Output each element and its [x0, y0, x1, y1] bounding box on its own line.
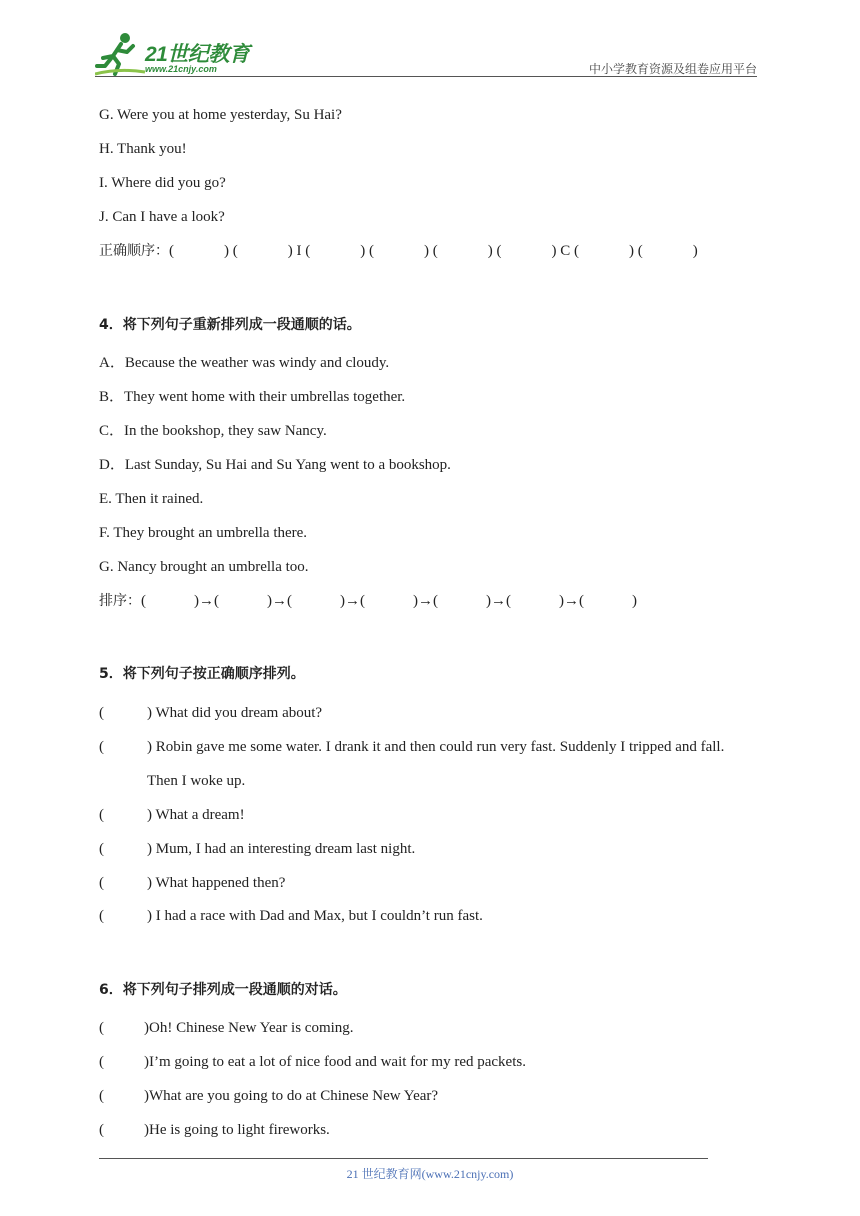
q5-item-text: ) Mum, I had an interesting dream last night. — [147, 841, 416, 857]
q3-option-g: G. Were you at home yesterday, Su Hai? — [99, 107, 342, 123]
q6-item: ( )What are you going to do at Chinese New Year? — [99, 1088, 439, 1104]
logo-wordmark: 21世纪教育 — [145, 43, 250, 66]
q5-item-text: ) What did you dream about? — [147, 705, 323, 721]
q4-option-b: B．They went home with their umbrellas together. — [99, 389, 406, 405]
q3-option-h: H. Thank you! — [99, 141, 187, 157]
q6-heading: 6．将下列句子排列成一段通顺的对话。 — [99, 982, 347, 998]
answer-slot: )→( — [340, 593, 365, 609]
q3-answer-label: 正确顺序： — [99, 243, 169, 259]
answer-slot: )→( — [267, 593, 292, 609]
platform-text: 中小学教育资源及组卷应用平台 — [588, 62, 757, 76]
q4-option-d: D．Last Sunday, Su Hai and Su Yang went to a bookshop. — [99, 457, 451, 473]
q5-item: ( ) I had a race with Dad and Max, but I couldn’t run fast. — [99, 908, 483, 924]
q4-option-a: A．Because the weather was windy and cloudy. — [99, 355, 390, 371]
answer-slot: ) ( — [629, 243, 643, 259]
q5-item-text: ) What happened then? — [147, 875, 286, 891]
q6-item-text: )He is going to light fireworks. — [144, 1122, 330, 1138]
q5-item-text: ) Robin gave me some water. I drank it and then could run very fast. Suddenly I tripped and fall. — [147, 739, 725, 755]
q3-answer-row — [99, 241, 698, 261]
answer-slot: )→( — [559, 593, 584, 609]
footer-link[interactable]: 21 世纪教育网(www.21cnjy.com) — [346, 1167, 514, 1181]
q4-option-g: G. Nancy brought an umbrella too. — [99, 559, 309, 575]
q4-answer-row — [99, 591, 637, 611]
answer-slot: ) — [692, 243, 698, 259]
q6-item-text: )What are you going to do at Chinese New Year? — [144, 1088, 439, 1104]
answer-slot: ( — [141, 593, 146, 609]
header-divider — [95, 76, 757, 77]
footer-divider — [99, 1158, 708, 1159]
answer-slot: ) — [632, 593, 637, 609]
q5-item-continuation: Then I woke up. — [147, 773, 246, 789]
q5-item-text: ) I had a race with Dad and Max, but I couldn’t run fast. — [147, 908, 483, 924]
q6-item-text: )Oh! Chinese New Year is coming. — [144, 1020, 354, 1036]
q6-item: ( )He is going to light fireworks. — [99, 1122, 330, 1138]
q5-item-text: ) What a dream! — [147, 807, 245, 823]
site-logo — [95, 30, 265, 78]
answer-slot: ( — [169, 243, 174, 259]
q4-option-e: E. Then it rained. — [99, 491, 204, 507]
runner-icon — [95, 30, 147, 78]
logo-url: www.21cnjy.com — [145, 64, 217, 74]
answer-slot: )→( — [413, 593, 438, 609]
q4-option-c: C．In the bookshop, they saw Nancy. — [99, 423, 327, 439]
answer-slot: ) ( — [360, 243, 374, 259]
q4-answer-label: 排序： — [99, 593, 141, 609]
answer-slot: ) ( — [424, 243, 438, 259]
q4-option-f: F. They brought an umbrella there. — [99, 525, 308, 541]
answer-slot: )→( — [486, 593, 511, 609]
q5-item: ( ) What did you dream about? — [99, 705, 323, 721]
q5-item: ( ) What a dream! — [99, 807, 245, 823]
answer-slot: ) ( — [224, 243, 238, 259]
answer-slot: ) C ( — [551, 243, 579, 259]
q5-item: ( ) Mum, I had an interesting dream last night. — [99, 841, 416, 857]
answer-slot: ) ( — [487, 243, 502, 259]
page-header — [95, 30, 757, 78]
q5-heading: 5．将下列句子按正确顺序排列。 — [99, 666, 305, 682]
q5-item: ( ) Robin gave me some water. I drank it and then could run very fast. Suddenly I tripped and fall. — [99, 739, 725, 755]
answer-slot: ) I ( — [287, 243, 311, 259]
answer-slot: )→( — [194, 593, 219, 609]
q5-item: ( ) What happened then? — [99, 875, 286, 891]
q6-item-text: )I’m going to eat a lot of nice food and wait for my red packets. — [144, 1054, 526, 1070]
q6-item: ( )I’m going to eat a lot of nice food and wait for my red packets. — [99, 1054, 526, 1070]
q3-option-i: I. Where did you go? — [99, 175, 226, 191]
q6-item: ( )Oh! Chinese New Year is coming. — [99, 1020, 354, 1036]
q3-option-j: J. Can I have a look? — [99, 209, 225, 225]
q4-heading: 4．将下列句子重新排列成一段通顺的话。 — [99, 317, 361, 333]
